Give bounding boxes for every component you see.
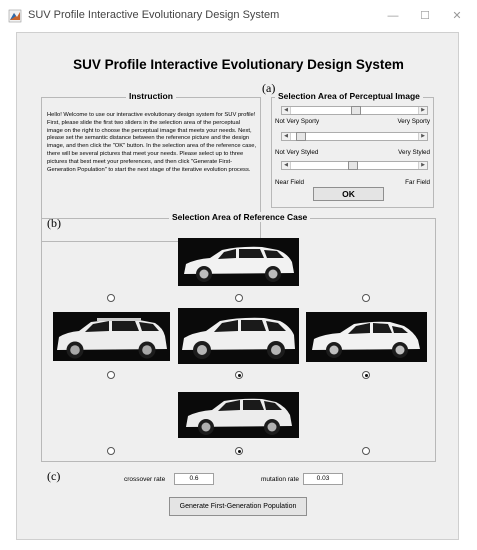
slider-thumb[interactable] (348, 161, 358, 170)
slider-left-arrow-icon[interactable]: ◀ (282, 162, 291, 169)
styled-left-label: Not Very Styled (275, 149, 319, 156)
window-title: SUV Profile Interactive Evolutionary Design System (28, 9, 280, 21)
main-panel (16, 32, 459, 540)
reference-case-image-5[interactable] (178, 392, 299, 438)
marker-a: (a) (262, 81, 276, 95)
slider-right-arrow-icon[interactable]: ▶ (418, 107, 427, 114)
perceptual-title: Selection Area of Perceptual Image (275, 91, 423, 101)
slider-right-arrow-icon[interactable]: ▶ (418, 162, 427, 169)
slider-thumb[interactable] (296, 132, 306, 141)
case-radio[interactable] (235, 371, 243, 379)
crossover-rate-field[interactable]: 0.6 (174, 473, 214, 485)
mutation-rate-label: mutation rate (261, 476, 299, 483)
marker-b: (b) (47, 216, 61, 230)
crossover-rate-label: crossover rate (124, 476, 166, 483)
case-radio[interactable] (107, 371, 115, 379)
case-radio[interactable] (107, 294, 115, 302)
slider-left-arrow-icon[interactable]: ◀ (282, 107, 291, 114)
matlab-app-icon (8, 9, 22, 23)
marker-c: (c) (47, 469, 61, 483)
case-radio[interactable] (362, 371, 370, 379)
sporty-left-label: Not Very Sporty (275, 118, 320, 125)
maximize-button[interactable]: ☐ (420, 10, 430, 22)
suv-silhouette-icon (306, 312, 427, 362)
ok-button[interactable]: OK (313, 187, 384, 201)
close-button[interactable]: ✕ (452, 10, 462, 22)
instruction-text: Hello! Welcome to use our interactive evolutionary design system for SUV profile! First, please slide the first two sliders in the selection area of the perceptual image on the right to choose the perceptual image that meets your needs. Next, please set the semantic distance between the reference picture and the design image, and then click the "OK" button. In the selection area of the reference case, there will be several pictures that meet your needs. Please select up to three pictures that best meet your preferences, and then click "Generate First-Generation Population" to start the next stage of the iterative evolution process. (47, 112, 257, 173)
instruction-title: Instruction (126, 91, 176, 101)
case-radio[interactable] (235, 294, 243, 302)
window-titlebar (0, 0, 477, 32)
perceptual-panel (271, 91, 434, 208)
slider-thumb[interactable] (351, 106, 361, 115)
reference-case-image-3[interactable] (178, 308, 299, 364)
distance-left-label: Near Field (275, 179, 305, 186)
slider-right-arrow-icon[interactable]: ▶ (418, 133, 427, 140)
sporty-slider[interactable] (281, 106, 428, 115)
reference-title: Selection Area of Reference Case (169, 212, 310, 222)
distance-right-label: Far Field (405, 179, 430, 186)
styled-right-label: Very Styled (398, 149, 430, 156)
case-radio[interactable] (362, 447, 370, 455)
distance-slider[interactable] (281, 161, 428, 170)
reference-case-image-4[interactable] (306, 312, 427, 362)
suv-silhouette-icon (178, 392, 299, 438)
case-radio[interactable] (107, 447, 115, 455)
app-title: SUV Profile Interactive Evolutionary Design System (73, 57, 404, 72)
minimize-button[interactable]: — (387, 10, 399, 22)
sporty-right-label: Very Sporty (397, 118, 430, 125)
mutation-rate-field[interactable]: 0.03 (303, 473, 343, 485)
generate-population-button[interactable]: Generate First-Generation Population (169, 497, 307, 516)
case-radio[interactable] (235, 447, 243, 455)
slider-left-arrow-icon[interactable]: ◀ (282, 133, 291, 140)
suv-silhouette-icon (178, 308, 299, 364)
styled-slider[interactable] (281, 132, 428, 141)
suv-silhouette-icon (178, 238, 299, 286)
reference-case-image-1[interactable] (178, 238, 299, 286)
suv-silhouette-icon (53, 312, 170, 361)
case-radio[interactable] (362, 294, 370, 302)
reference-case-image-2[interactable] (53, 312, 170, 361)
